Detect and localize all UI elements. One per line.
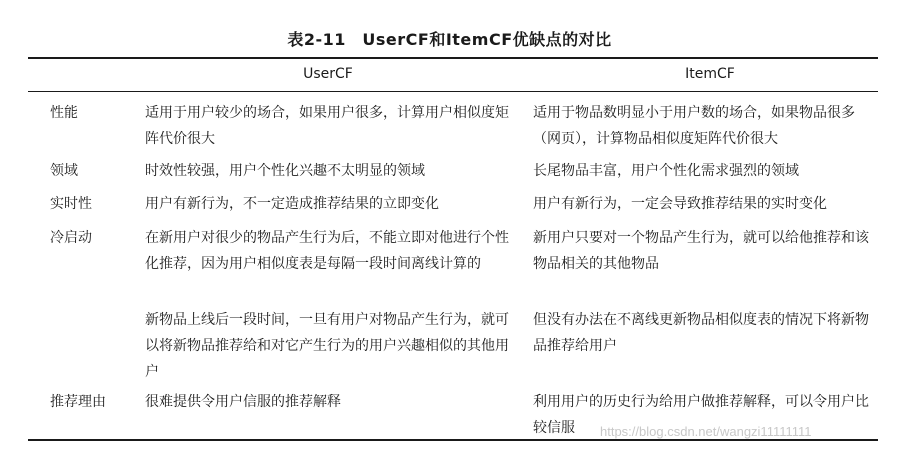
usercf-cell-domain: 时效性较强，用户个性化兴趣不太明显的领域 (145, 163, 425, 179)
row-label-realtime: 实时性 (50, 196, 92, 212)
top-rule (28, 57, 878, 59)
itemcf-cell-coldstart-item: 但没有办法在不离线更新物品相似度表的情况下将新物品推荐给用户 (533, 312, 869, 354)
usercf-cell-explanation: 很难提供令用户信服的推荐解释 (145, 394, 341, 410)
header-rule (28, 91, 878, 92)
itemcf-cell-domain: 长尾物品丰富，用户个性化需求强烈的领域 (533, 163, 799, 179)
itemcf-cell-performance: 适用于物品数明显小于用户数的场合，如果物品很多（网页），计算物品相似度矩阵代价很大 (533, 105, 855, 147)
usercf-cell-performance: 适用于用户较少的场合，如果用户很多，计算用户相似度矩阵代价很大 (145, 105, 509, 147)
column-header-usercf: UserCF (303, 66, 353, 82)
table-title: 表2-11 UserCF和ItemCF优缺点的对比 (287, 30, 612, 49)
bottom-rule (28, 439, 878, 441)
column-header-itemcf: ItemCF (685, 66, 735, 82)
row-label-domain: 领域 (50, 163, 78, 179)
row-label-explanation: 推荐理由 (50, 394, 106, 410)
itemcf-cell-explanation: 利用用户的历史行为给用户做推荐解释，可以令用户比较信服 (533, 394, 869, 436)
row-label-performance: 性能 (50, 105, 78, 121)
usercf-cell-coldstart-item: 新物品上线后一段时间，一旦有用户对物品产生行为，就可以将新物品推荐给和对它产生行为的用户兴趣相似的其他用户 (145, 312, 509, 380)
usercf-cell-coldstart-user: 在新用户对很少的物品产生行为后，不能立即对他进行个性化推荐，因为用户相似度表是每隔一段时间离线计算的 (145, 230, 509, 272)
usercf-cell-realtime: 用户有新行为，不一定造成推荐结果的立即变化 (145, 196, 439, 212)
itemcf-cell-realtime: 用户有新行为，一定会导致推荐结果的实时变化 (533, 196, 827, 212)
itemcf-cell-coldstart-user: 新用户只要对一个物品产生行为，就可以给他推荐和该物品相关的其他物品 (533, 230, 869, 272)
watermark-text: https://blog.csdn.net/wangzi11111111 (600, 424, 812, 439)
row-label-coldstart: 冷启动 (50, 230, 92, 246)
